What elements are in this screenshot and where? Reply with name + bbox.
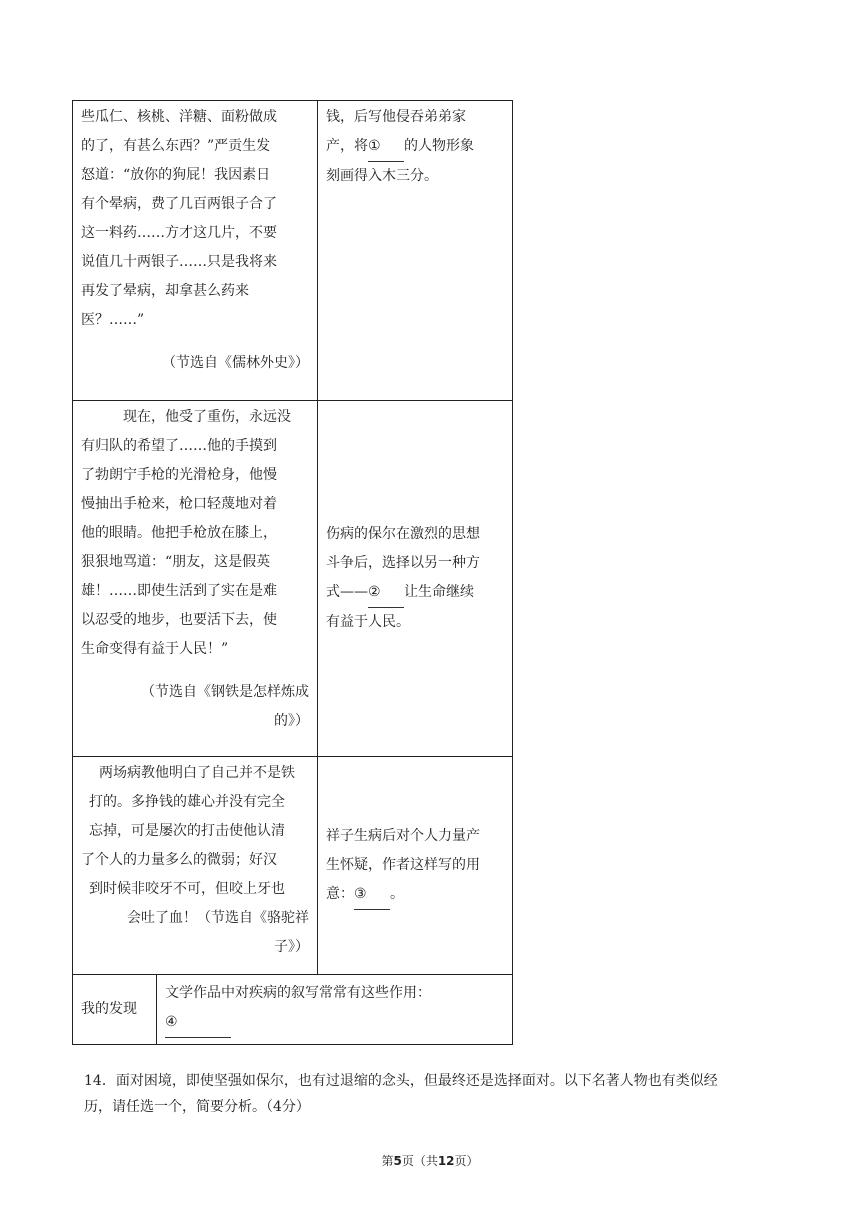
footer-text: 第 — [381, 1154, 394, 1168]
question-14 — [84, 1068, 804, 1120]
analysis-line — [326, 578, 504, 608]
table-row — [73, 101, 513, 401]
answer-blank-2[interactable] — [368, 578, 404, 608]
page-number: 5 — [393, 1154, 402, 1168]
excerpt-line: 的了，有甚么东西？”严贡生发 — [81, 138, 271, 154]
analysis-line — [326, 880, 504, 910]
excerpt-line: 些瓜仁、核桃、洋糖、面粉做成 — [81, 109, 277, 125]
excerpt-line: 两场病教他明白了自己并不是铁 — [99, 765, 295, 781]
excerpt-line: 了勃朗宁手枪的光滑枪身，他慢 — [81, 467, 277, 483]
excerpt-line: 雄！……即使生活到了实在是难 — [81, 583, 277, 599]
footer-text: 页） — [454, 1154, 479, 1168]
excerpt-cell-camel — [73, 757, 318, 975]
analysis-line: 生怀疑，作者这样写的用 — [326, 856, 480, 873]
excerpt-cell-steel — [73, 401, 318, 757]
excerpt-line: 说值几十两银子……只是我将来 — [81, 254, 277, 270]
excerpt-line: 他的眼睛。他把手枪放在膝上， — [81, 525, 277, 541]
excerpt-line: 怒道：“放你的狗屁！我因素日 — [81, 167, 271, 183]
analysis-line — [326, 132, 504, 162]
excerpt-line: 以忍受的地步，也要活下去，使 — [81, 612, 277, 628]
blank-number: ④ — [165, 1014, 178, 1030]
question-text-line: 14．面对困境，即使坚强如保尔，也有过退缩的念头，但最终还是选择面对。以下名著人物也有类似经 — [84, 1073, 718, 1089]
excerpt-line: 到时候非咬牙不可，但咬上牙也 — [89, 881, 285, 897]
excerpt-line: 忘掉，可是屡次的打击使他认清 — [89, 823, 285, 839]
analysis-cell-steel — [318, 401, 513, 757]
analysis-line: 钱，后写他侵吞弟弟家 — [326, 109, 466, 125]
analysis-text: 。 — [390, 885, 404, 902]
analysis-line: 伤病的保尔在激烈的思想 — [326, 526, 480, 542]
excerpt-line: 子》） — [274, 939, 309, 955]
analysis-text: 意： — [326, 885, 354, 902]
answer-blank-1[interactable] — [368, 132, 404, 162]
discovery-answer-cell — [157, 975, 513, 1045]
question-text-line: 历，请任选一个，简要分析。（4分） — [84, 1099, 310, 1115]
analysis-text: 式—— — [326, 584, 368, 600]
discovery-text: 文学作品中对疾病的叙写常常有这些作用： — [165, 985, 431, 1001]
table-row — [73, 975, 513, 1045]
blank-number: ③ — [354, 885, 367, 902]
total-pages: 12 — [437, 1154, 455, 1168]
discovery-label-cell — [73, 975, 157, 1045]
analysis-line: 祥子生病后对个人力量产 — [326, 827, 480, 844]
answer-blank-3[interactable] — [354, 880, 390, 910]
source-citation: （节选自《钢铁是怎样炼成 — [141, 684, 309, 700]
excerpt-line: 这一料药……方才这几片，不要 — [81, 225, 277, 241]
answer-blank-4[interactable] — [165, 1008, 231, 1038]
analysis-line: 刻画得入木三分。 — [326, 168, 438, 184]
discovery-label: 我的发现 — [81, 1001, 137, 1017]
page-footer — [0, 1152, 860, 1169]
table-row — [73, 757, 513, 975]
excerpt-line: 生命变得有益于人民！” — [81, 641, 229, 657]
excerpt-line: 有个晕病，费了几百两银子合了 — [81, 196, 277, 212]
blank-number: ② — [368, 584, 381, 600]
excerpt-line: 狠狠地骂道：“朋友，这是假英 — [81, 554, 271, 570]
footer-text: 页（共 — [401, 1154, 438, 1168]
analysis-cell-camel — [318, 757, 513, 975]
analysis-text: 的人物形象 — [404, 138, 474, 154]
excerpt-line: 打的。多挣钱的雄心并没有完全 — [89, 794, 285, 810]
source-citation: 的》） — [274, 713, 309, 729]
excerpt-cell-rulin — [73, 101, 318, 401]
excerpt-line: 医？……” — [81, 312, 145, 328]
analysis-text: 让生命继续 — [404, 584, 474, 600]
analysis-cell-rulin — [318, 101, 513, 401]
excerpt-line: 会吐了血！（节选自《骆驼祥 — [127, 910, 309, 926]
discovery-answer-line — [165, 1008, 504, 1038]
excerpt-line: 了个人的力量多么的微弱；好汉 — [81, 852, 277, 868]
analysis-text: 产，将 — [326, 138, 368, 154]
comparison-table — [72, 100, 513, 1045]
excerpt-line: 有归队的希望了……他的手摸到 — [81, 438, 277, 454]
excerpt-line: 现在，他受了重伤，永远没 — [123, 409, 291, 425]
blank-number: ① — [368, 138, 381, 154]
excerpt-line: 再发了晕病，却拿甚么药来 — [81, 283, 249, 299]
analysis-line: 斗争后，选择以另一种方 — [326, 555, 480, 571]
source-citation: （节选自《儒林外史》） — [162, 355, 309, 371]
excerpt-line: 慢抽出手枪来，枪口轻蔑地对着 — [81, 496, 277, 512]
table-row — [73, 401, 513, 757]
analysis-line: 有益于人民。 — [326, 614, 410, 630]
